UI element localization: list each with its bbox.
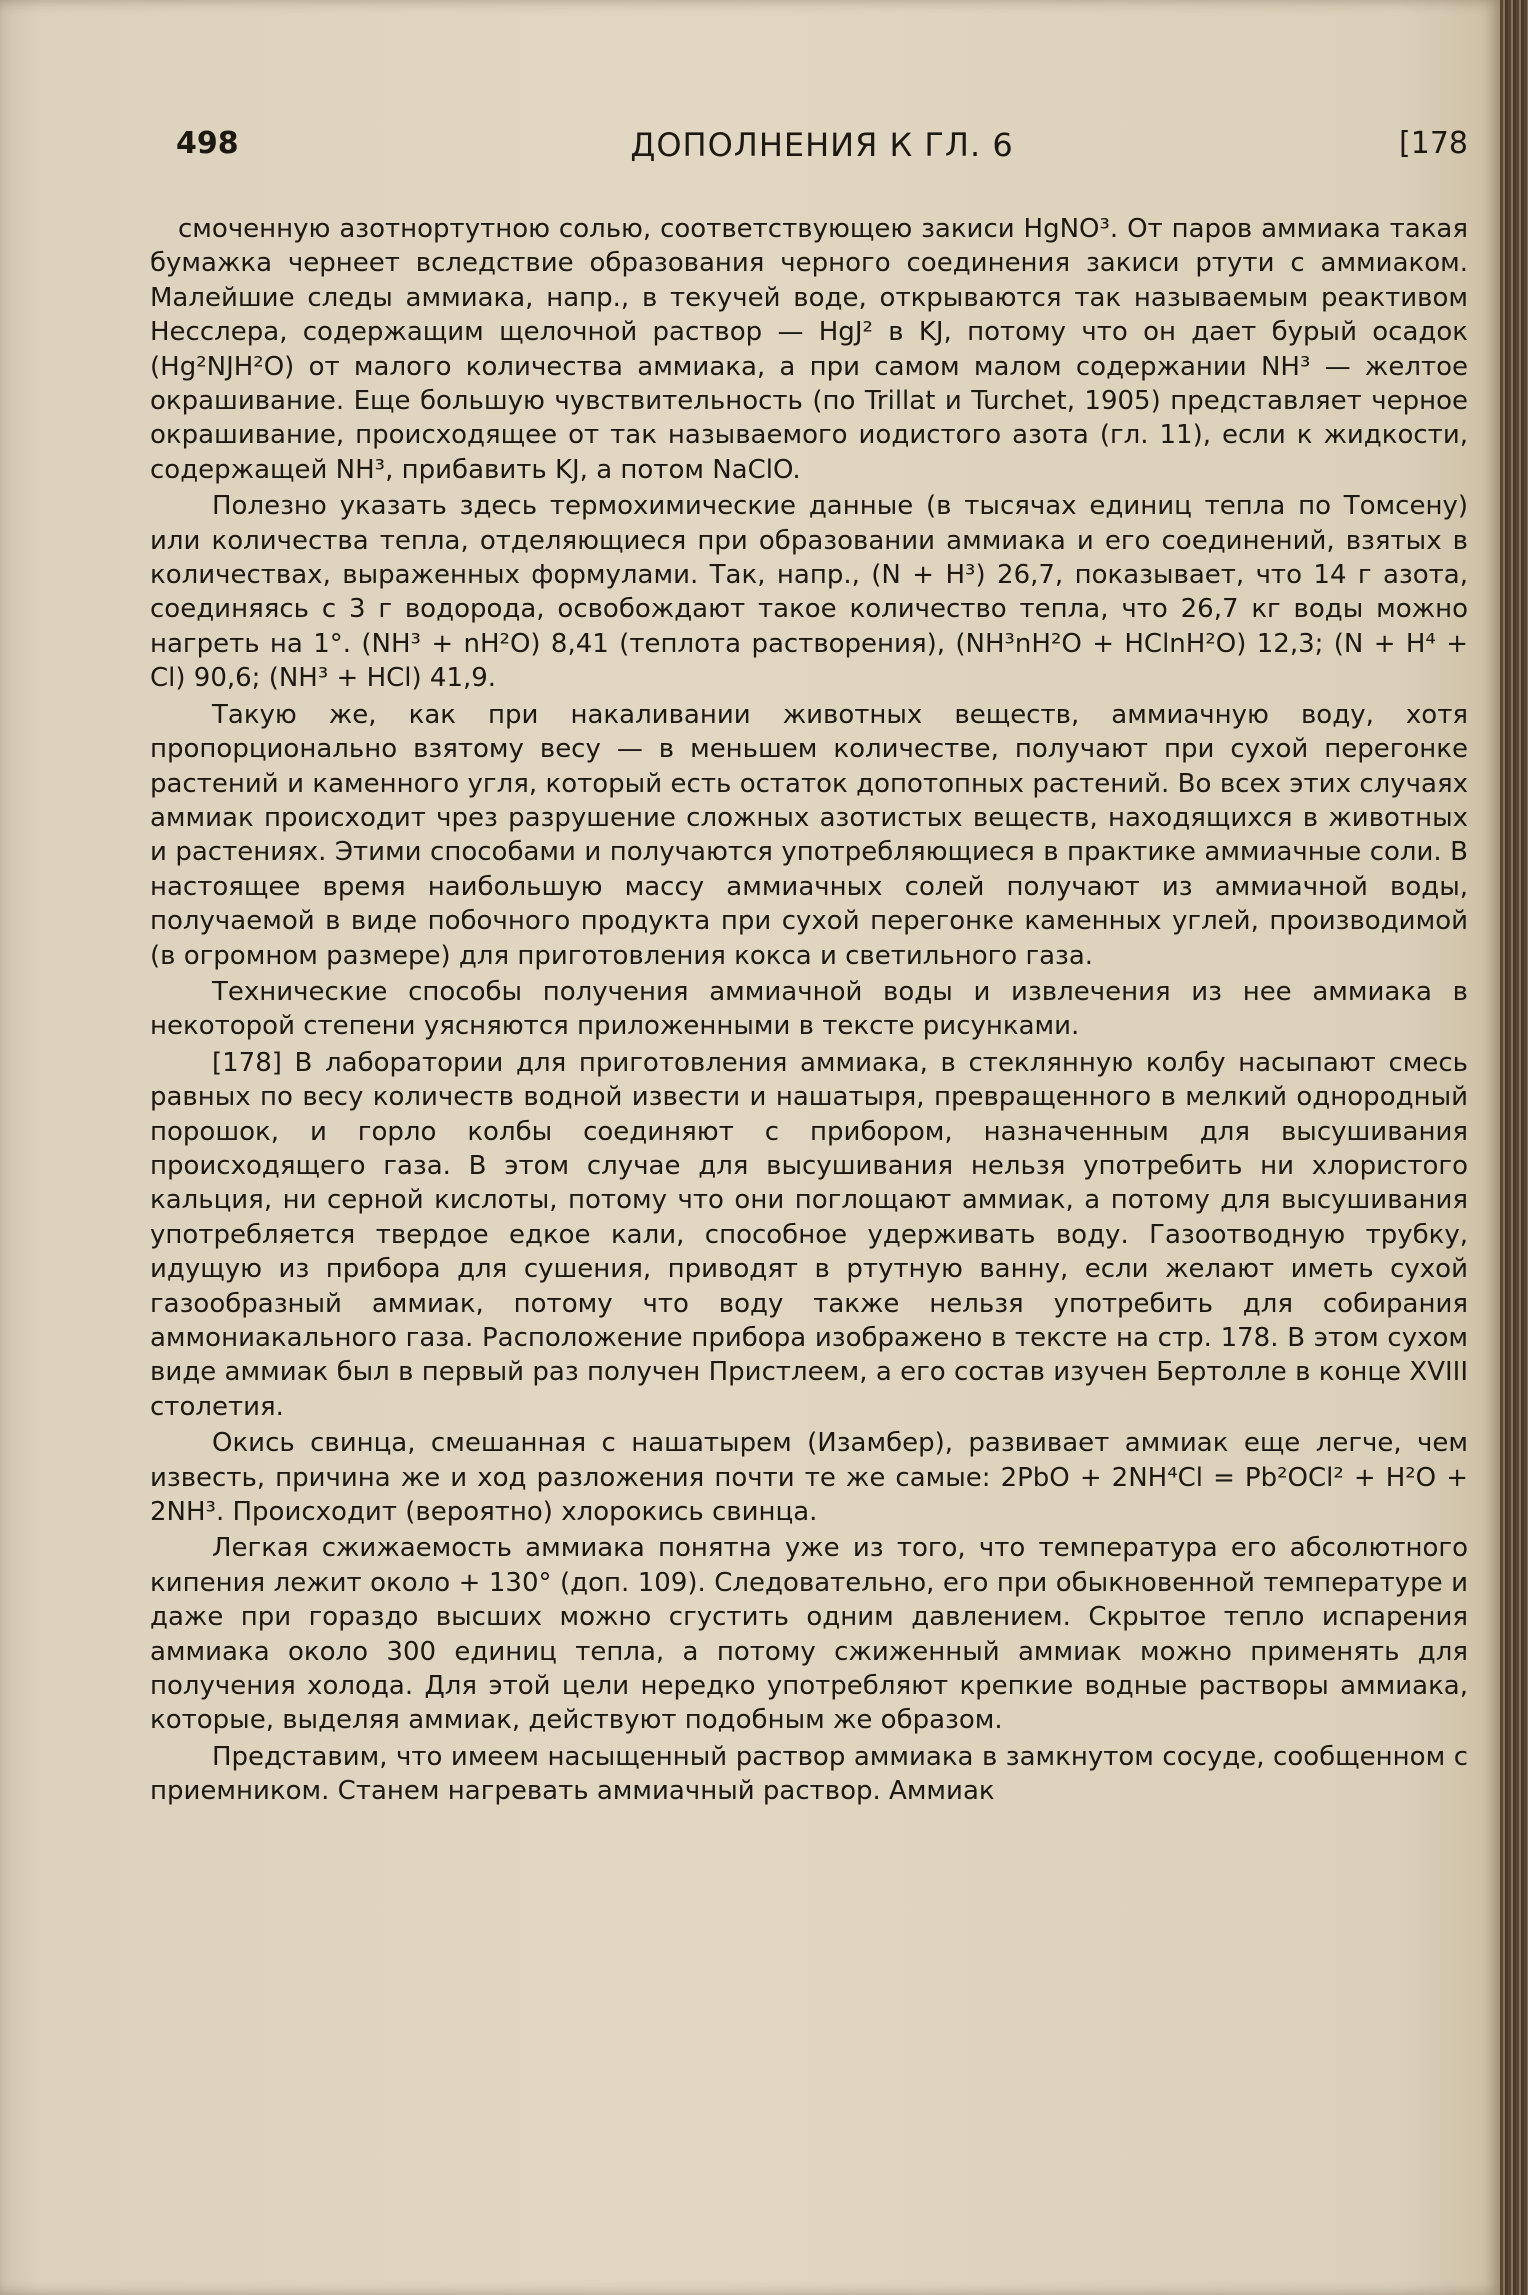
running-title: ДОПОЛНЕНИЯ К ГЛ. 6 (630, 126, 1014, 164)
text-body (150, 212, 1468, 1809)
paragraph: смоченную азотнортутною солью, соответствующею закиси HgNO³. От паров аммиака такая бумажка чернеет вследствие образования черного соединения закиси ртути с аммиаком. Малейшие следы аммиака, напр., в текучей воде, открываются так называемым реактивом Несслера, содержащим щелочной раствор — HgJ² в KJ, потому что он дает бурый осадок (Hg²NJH²O) от малого количества аммиака, а при самом малом содержании NH³ — желтое окрашивание. Еще большую чувствительность (по Trillat и Turchet, 1905) представляет черное окрашивание, происходящее от так называемого иодистого азота (гл. 11), если к жидкости, содержащей NH³, прибавить KJ, а потом NaClO. (150, 214, 1468, 485)
page-number: 498 (176, 126, 239, 161)
paragraph: Технические способы получения аммиачной воды и извлечения из нее аммиака в некоторой степени уясняются приложенными в тексте рисунками. (150, 976, 1468, 1042)
paragraph: Полезно указать здесь термохимические данные (в тысячах единиц тепла по Томсену) или количества тепла, отделяющиеся при образовании аммиака и его соединений, взятых в количествах, выраженных формулами. Так, напр., (N + H³) 26,7, показывает, что 14 г азота, соединяясь с 3 г водорода, освобождают такое количество тепла, что 26,7 кг воды можно нагреть на 1°. (NH³ + nH²O) 8,41 (теплота растворения), (NH³nH²O + HClnH²O) 12,3; (N + H⁴ + Cl) 90,6; (NH³ + HCl) 41,9. (150, 491, 1468, 694)
paragraph: Такую же, как при накаливании животных веществ, аммиачную воду, хотя пропорционально взятому весу — в меньшем количестве, получают при сухой перегонке растений и каменного угля, который есть остаток допотопных растений. Во всех этих случаях аммиак происходит чрез разрушение сложных азотистых веществ, находящихся в животных и растениях. Этими способами и получаются употребляющиеся в практике аммиачные соли. В настоящее время наибольшую массу аммиачных солей получают из аммиачной воды, получаемой в виде побочного продукта при сухой перегонке каменных углей, производимой (в огромном размере) для приготовления кокса и светильного газа. (150, 699, 1468, 971)
page-header (176, 120, 1468, 180)
paragraph: Легкая сжижаемость аммиака понятна уже из того, что температура его абсолютного кипения лежит около + 130° (доп. 109). Следовательно, его при обыкновенной температуре и даже при гораздо высших можно сгустить одним давлением. Скрытое тепло испарения аммиака около 300 единиц тепла, а потому сжиженный аммиак можно применять для получения холода. Для этой цели нередко употребляют крепкие водные растворы аммиака, которые, выделяя аммиак, действуют подобным же образом. (150, 1533, 1468, 1736)
section-reference: [178 (1399, 126, 1468, 161)
paragraph: [178] В лаборатории для приготовления аммиака, в стеклянную колбу насыпают смесь равных по весу количеств водной извести и нашатыря, превращенного в мелкий однородный порошок, и горло колбы соединяют с прибором, назначенным для высушивания происходящего газа. В этом случае для высушивания нельзя употребить ни хлористого кальция, ни серной кислоты, потому что они поглощают аммиак, а потому для высушивания употребляется твердое едкое кали, способное удерживать воду. Газоотводную трубку, идущую из прибора для сушения, приводят в ртутную ванну, если желают иметь сухой газообразный аммиак, потому что воду также нельзя употребить для собирания аммониакального газа. Расположение прибора изображено в тексте на стр. 178. В этом сухом виде аммиак был в первый раз получен Пристлеем, а его состав изучен Бертолле в конце XVIII столетия. (150, 1047, 1468, 1422)
paragraph: Окись свинца, смешанная с нашатырем (Изамбер), развивает аммиак еще легче, чем известь, причина же и ход разложения почти те же самые: 2PbO + 2NH⁴Cl = Pb²OCl² + H²O + 2NH³. Происходит (вероятно) хлорокись свинца. (150, 1428, 1468, 1528)
book-spine-edge (1500, 0, 1528, 2295)
paragraph: Представим, что имеем насыщенный раствор аммиака в замкнутом сосуде, сообщенном с приемником. Станем нагревать аммиачный раствор. Аммиак (150, 1741, 1468, 1807)
